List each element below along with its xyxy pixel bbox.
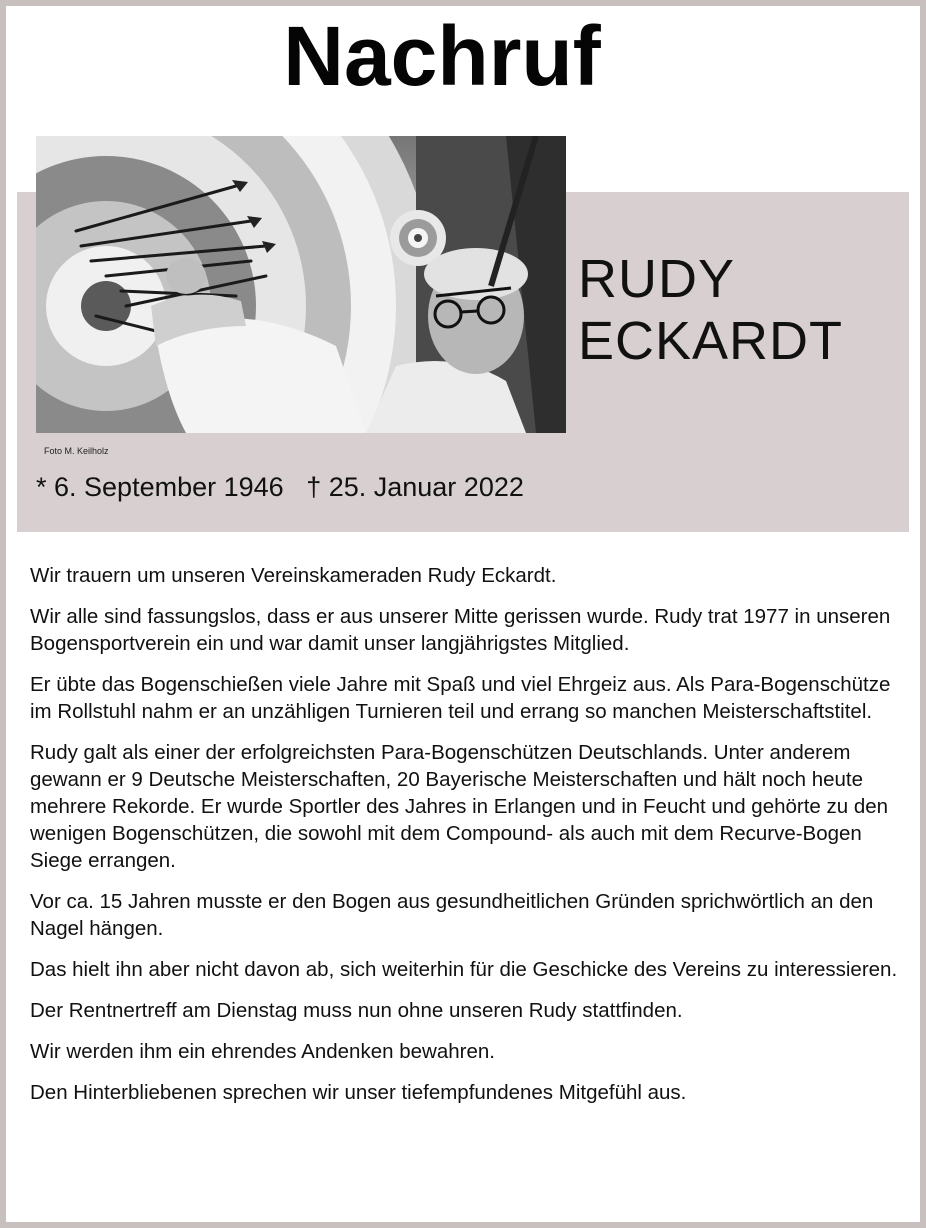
date-spacer (284, 472, 307, 502)
death-date: † 25. Januar 2022 (306, 472, 524, 502)
paragraph: Rudy galt als einer der erfolgreichsten Para-Bogenschützen Deutschlands. Unter anderem gewann er 9 Deutsche Meisterschaften, 20 Bayerische Meisterschaften und hält noch heute mehrere Rekorde. Er wurde Sportler des Jahres in Erlangen und in Feucht und gehörte zu den wenigen Bogenschützen, die sowohl mit dem Compound- als auch mit dem Recurve-Bogen Siege errangen. (30, 741, 889, 872)
paragraph: Vor ca. 15 Jahren musste er den Bogen aus gesundheitlichen Gründen sprichwörtlich an den Nagel hängen. (30, 890, 874, 940)
paragraph: Das hielt ihn aber nicht davon ab, sich weiterhin für die Geschicke des Vereins zu interessieren. (30, 958, 898, 981)
page-title: Nachruf (283, 9, 601, 103)
last-name: ECKARDT (578, 311, 844, 371)
paragraph: Er übte das Bogenschießen viele Jahre mit Spaß und viel Ehrgeiz aus. Als Para-Bogenschütze im Rollstuhl nahm er an unzähligen Turnieren teil und errang so manchen Meisterschaftstitel. (30, 673, 891, 723)
deceased-name (578, 248, 843, 372)
birth-date: * 6. September 1946 (36, 472, 284, 502)
paragraph: Wir alle sind fassungslos, dass er aus unserer Mitte gerissen wurde. Rudy trat 1977 in unseren Bogensportverein ein und war damit unser langjährigstes Mitglied. (30, 605, 891, 655)
obituary-text (30, 562, 900, 1120)
photo-illustration (36, 136, 566, 433)
paragraph: Den Hinterbliebenen sprechen wir unser tiefempfundenes Mitgefühl aus. (30, 1081, 687, 1104)
first-name: RUDY (578, 249, 736, 309)
portrait-photo (36, 136, 566, 433)
paragraph: Wir trauern um unseren Vereinskameraden Rudy Eckardt. (30, 564, 557, 587)
paragraph: Wir werden ihm ein ehrendes Andenken bewahren. (30, 1040, 495, 1063)
photo-credit: Foto M. Keilholz (44, 446, 109, 456)
life-dates (36, 472, 524, 503)
paragraph: Der Rentnertreff am Dienstag muss nun ohne unseren Rudy stattfinden. (30, 999, 683, 1022)
